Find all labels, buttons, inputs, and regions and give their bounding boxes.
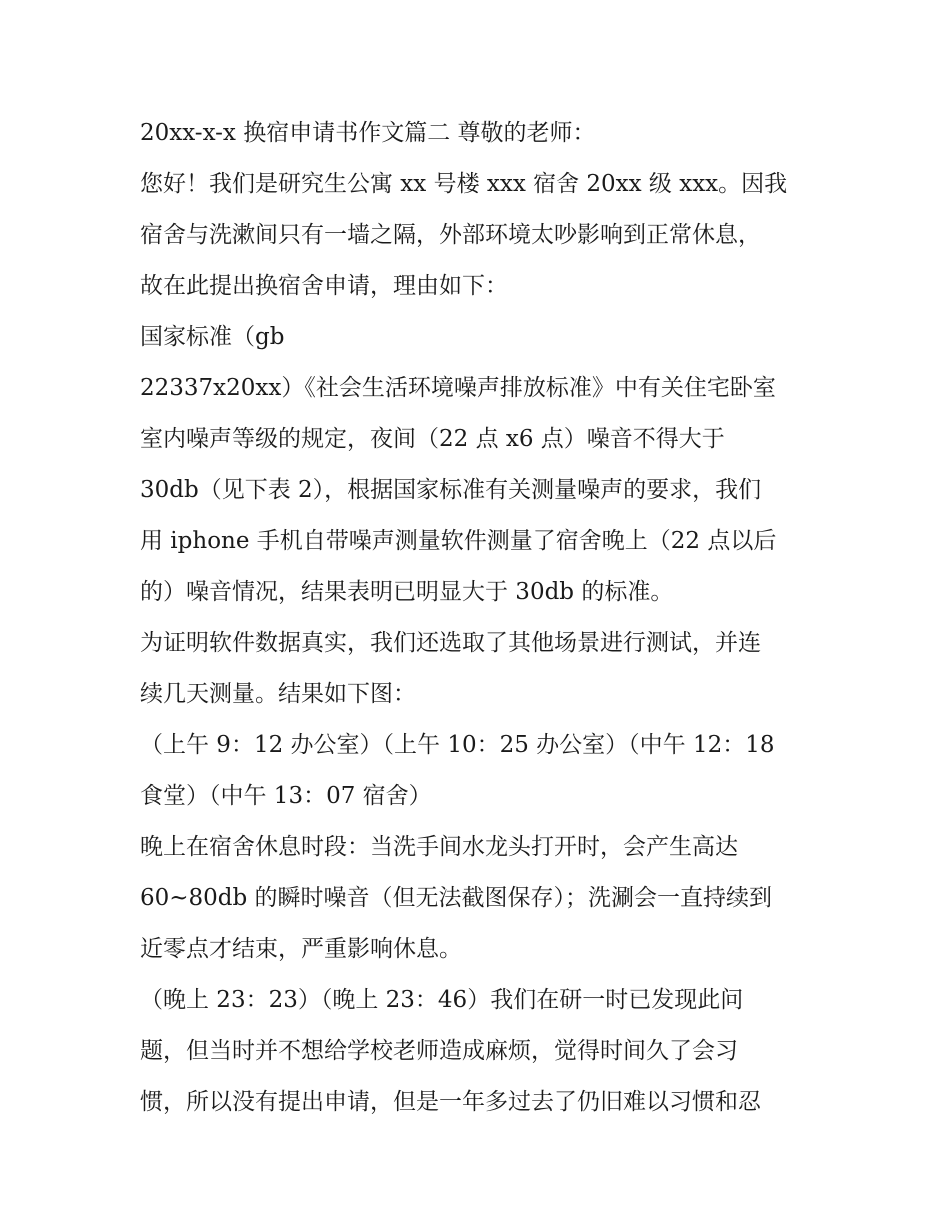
text-line: 用 iphone 手机自带噪声测量软件测量了宿舍晚上（22 点以后 [140,528,777,554]
text-line: （上午 9：12 办公室）（上午 10：25 办公室）（中午 12：18 [140,732,775,758]
text-line: （晚上 23：23）（晚上 23：46）我们在研一时已发现此问 [140,987,744,1013]
text-line: 室内噪声等级的规定，夜间（22 点 x6 点）噪音不得大于 [140,426,725,452]
text-line: 续几天测量。结果如下图： [140,681,416,707]
text-line: 的）噪音情况，结果表明已明显大于 30db 的标准。 [140,579,674,605]
text-line: 22337x20xx）《社会生活环境噪声排放标准》中有关住宅卧室 [140,375,776,401]
text-line: 为证明软件数据真实，我们还选取了其他场景进行测试，并连 [140,630,761,656]
text-line-date-salutation: 20xx-x-x 换宿申请书作文篇二 尊敬的老师： [140,120,596,146]
text-line: 30db（见下表 2），根据国家标准有关测量噪声的要求，我们 [140,477,762,503]
text-line: 60~80db 的瞬时噪音（但无法截图保存）；洗涮会一直持续到 [140,885,773,911]
document-body [140,108,830,1128]
text-line: 题，但当时并不想给学校老师造成麻烦，觉得时间久了会习 [140,1038,738,1064]
text-line: 食堂）（中午 13：07 宿舍） [140,783,432,809]
text-line: 近零点才结束，严重影响休息。 [140,936,462,962]
text-line: 惯，所以没有提出申请，但是一年多过去了仍旧难以习惯和忍 [140,1089,761,1115]
text-line: 国家标准（gb [140,324,285,350]
text-line: 晚上在宿舍休息时段：当洗手间水龙头打开时，会产生高达 [140,834,738,860]
text-line: 您好！我们是研究生公寓 xx 号楼 xxx 宿舍 20xx 级 xxx。因我 [140,171,788,197]
text-line: 故在此提出换宿舍申请，理由如下： [140,273,508,299]
text-line: 宿舍与洗漱间只有一墙之隔，外部环境太吵影响到正常休息， [140,222,761,248]
